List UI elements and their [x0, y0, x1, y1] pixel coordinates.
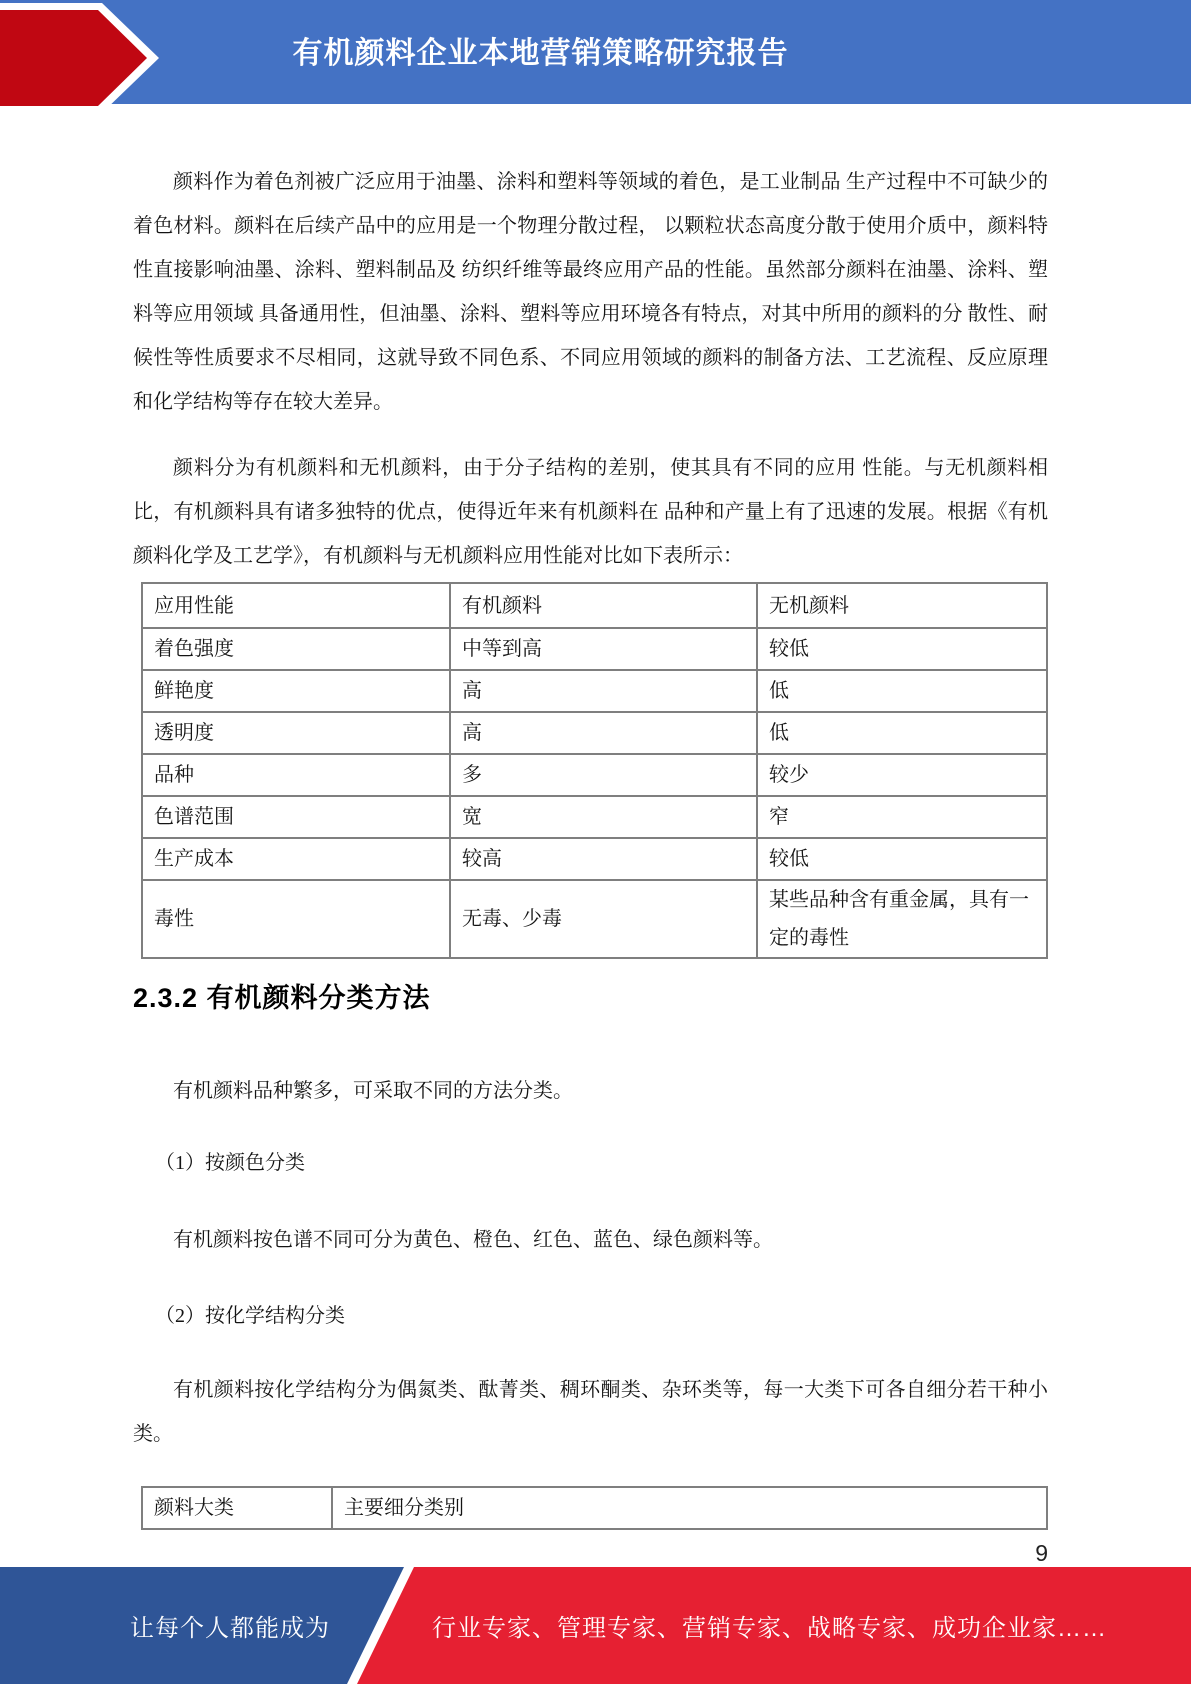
- cell: 较低: [757, 628, 1047, 670]
- comparison-table: [141, 582, 1048, 959]
- page-body: [133, 104, 1048, 1568]
- table-row: [142, 670, 1047, 712]
- cell: 低: [757, 712, 1047, 754]
- classification-table: [141, 1486, 1048, 1530]
- cell: 高: [450, 712, 757, 754]
- col-header-organic: 有机颜料: [450, 583, 757, 628]
- col-header-pigment-class: 颜料大类: [142, 1487, 332, 1529]
- col-header-inorganic: 无机颜料: [757, 583, 1047, 628]
- table-row: [142, 880, 1047, 958]
- section-heading-232: 2.3.2 有机颜料分类方法: [133, 983, 431, 1013]
- cell: 中等到高: [450, 628, 757, 670]
- cell: 较少: [757, 754, 1047, 796]
- cell: 某些品种含有重金属，具有一定的毒性: [757, 880, 1047, 958]
- cell: 色谱范围: [142, 796, 450, 838]
- report-title: 有机颜料企业本地营销策略研究报告: [292, 37, 789, 70]
- cell: 无毒、少毒: [450, 880, 757, 958]
- cell: 较低: [757, 838, 1047, 880]
- cell: 品种: [142, 754, 450, 796]
- paragraph-pigment-intro: 颜料作为着色剂被广泛应用于油墨、涂料和塑料等领域的着色，是工业制品 生产过程中不可缺少的着色材料。颜料在后续产品中的应用是一个物理分散过程， 以颗粒状态高度分散于使用介质中，颜料特性直接影响油墨、涂料、塑料制品及 纺织纤维等最终应用产品的性能。虽然部分颜料在油墨、涂料、塑料等应用领域 具备通用性，但油墨、涂料、塑料等应用环境各有特点，对其中所用的颜料的分 散性、耐候性等性质要求不尽相同，这就导致不同色系、不同应用领域的颜料的制备方法、工艺流程、反应原理和化学结构等存在较大差异。: [133, 171, 1048, 413]
- table-row: [142, 796, 1047, 838]
- cell: 多: [450, 754, 757, 796]
- item-by-color-desc: 有机颜料按色谱不同可分为黄色、橙色、红色、蓝色、绿色颜料等。: [173, 1229, 773, 1251]
- classification-intro: 有机颜料品种繁多，可采取不同的方法分类。: [173, 1080, 573, 1102]
- cell: 鲜艳度: [142, 670, 450, 712]
- page-footer: [0, 1567, 1191, 1684]
- footer-slogan-right: 行业专家、管理专家、营销专家、战略专家、成功企业家……: [432, 1615, 1107, 1642]
- cell: 宽: [450, 796, 757, 838]
- col-header-subcategories: 主要细分类别: [332, 1487, 1047, 1529]
- page-header: [0, 0, 1191, 104]
- classification-table-header-row: [142, 1487, 1047, 1529]
- cell: 低: [757, 670, 1047, 712]
- table-row: [142, 754, 1047, 796]
- cell: 较高: [450, 838, 757, 880]
- cell: 毒性: [142, 880, 450, 958]
- table-row: [142, 838, 1047, 880]
- comparison-table-header-row: [142, 583, 1047, 628]
- item-by-color: （1）按颜色分类: [155, 1152, 305, 1174]
- footer-slogan-left: 让每个人都能成为: [130, 1615, 330, 1642]
- table-row: [142, 628, 1047, 670]
- cell: 着色强度: [142, 628, 450, 670]
- cell: 高: [450, 670, 757, 712]
- paragraph-organic-vs-inorganic: 颜料分为有机颜料和无机颜料，由于分子结构的差别，使其具有不同的应用 性能。与无机颜料相比，有机颜料具有诸多独特的优点，使得近年来有机颜料在 品种和产量上有了迅速的发展。根据《有机颜料化学及工艺学》，有机颜料与无机颜料应用性能对比如下表所示：: [133, 457, 1048, 567]
- col-header-property: 应用性能: [142, 583, 450, 628]
- table-row: [142, 712, 1047, 754]
- cell: 透明度: [142, 712, 450, 754]
- cell: 生产成本: [142, 838, 450, 880]
- item-by-structure: （2）按化学结构分类: [155, 1305, 345, 1327]
- item-by-structure-desc: 有机颜料按化学结构分为偶氮类、酞菁类、稠环酮类、杂环类等，每一大类下可各自细分若干种小类。: [133, 1379, 1048, 1445]
- page-number: 9: [1035, 1540, 1048, 1566]
- cell: 窄: [757, 796, 1047, 838]
